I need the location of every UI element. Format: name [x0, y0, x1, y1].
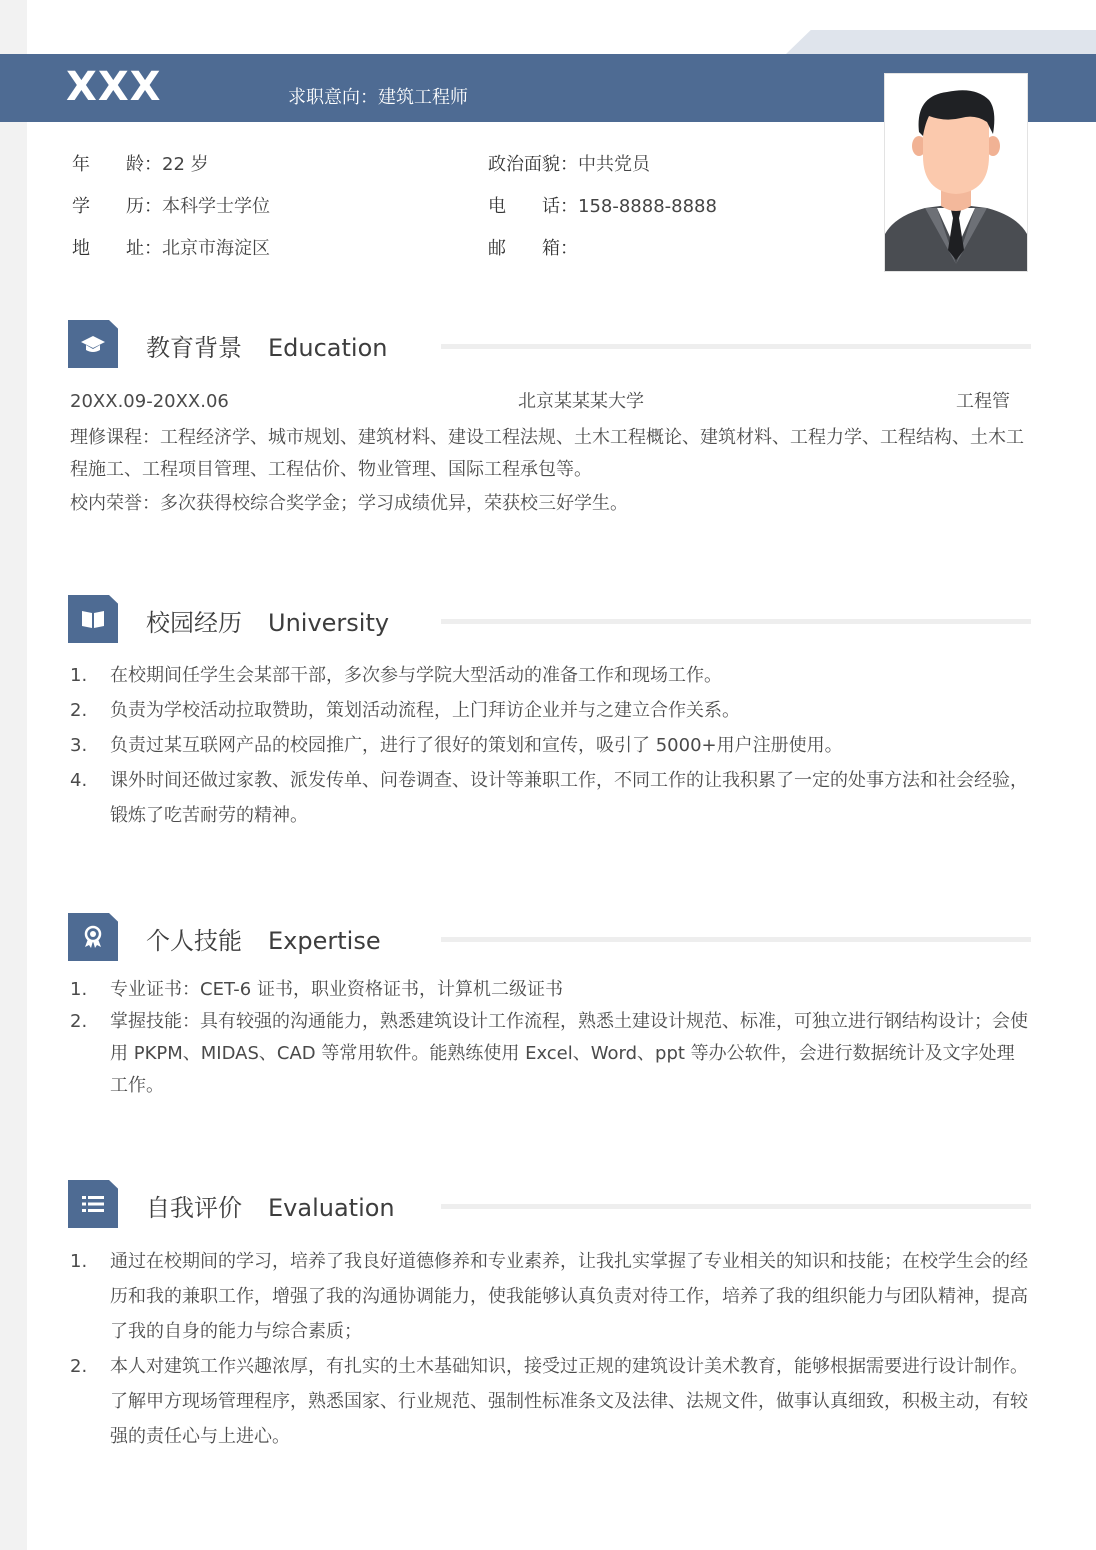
section-evaluation-title-en: Evaluation	[268, 1194, 395, 1222]
list-item-text: 课外时间还做过家教、派发传单、问卷调查、设计等兼职工作，不同工作的让我积累了一定的处事方法和社会经验，锻炼了吃苦耐劳的精神。	[110, 770, 1028, 826]
edu-major: 工程管	[956, 391, 1010, 412]
profile-photo	[884, 73, 1028, 272]
list-item-number: 4.	[70, 770, 88, 791]
info-email-key: 邮 箱：	[488, 238, 578, 259]
section-expertise-title-cn: 个人技能	[146, 927, 242, 955]
section-divider	[441, 1204, 1031, 1209]
info-phone	[488, 192, 717, 218]
list-item	[70, 728, 1030, 763]
list-item-text: 专业证书：CET-6 证书，职业资格证书，计算机二级证书	[110, 979, 563, 1000]
list-item-text: 掌握技能：具有较强的沟通能力，熟悉建筑设计工作流程，熟悉土建设计规范、标准，可独立进行钢结构设计；会使用 PKPM、MIDAS、CAD 等常用软件。能熟练使用 Excel、Word、ppt 等办公软件，会进行数据统计及文字处理工作。	[110, 1011, 1028, 1096]
info-education-key: 学 历：	[72, 196, 162, 217]
list-item	[70, 1349, 1030, 1454]
section-expertise-header	[68, 913, 1031, 961]
list-item	[70, 1006, 1030, 1102]
list-item	[70, 974, 1030, 1006]
section-evaluation-title-cn: 自我评价	[146, 1194, 242, 1222]
list-item-text: 通过在校期间的学习，培养了我良好道德修养和专业素养，让我扎实掌握了专业相关的知识和技能；在校学生会的经历和我的兼职工作，增强了我的沟通协调能力，使我能够认真负责对待工作，培养了我的组织能力与团队精神，提高了我的自身的能力与综合素质；	[110, 1251, 1028, 1342]
info-age-value: 22 岁	[162, 154, 209, 175]
expertise-list	[70, 974, 1030, 1102]
list-item-number: 1.	[70, 979, 88, 1000]
info-political-value: 中共党员	[578, 154, 650, 175]
edu-school: 北京某某某大学	[518, 391, 644, 412]
info-education	[72, 192, 270, 218]
edu-courses-text: 修课程：工程经济学、城市规划、建筑材料、建设工程法规、土木工程概论、建筑材料、工程力学、工程结构、土木工程施工、工程项目管理、工程估价、物业管理、国际工程承包等。	[70, 427, 1024, 480]
info-address	[72, 234, 270, 260]
list-icon	[68, 1180, 118, 1228]
info-age-key: 年 龄：	[72, 154, 162, 175]
award-badge-icon	[68, 913, 118, 961]
list-item-number: 2.	[70, 1356, 88, 1377]
list-item-text: 本人对建筑工作兴趣浓厚，有扎实的土木基础知识，接受过正规的建筑设计美术教育，能够根据需要进行设计制作。了解甲方现场管理程序，熟悉国家、行业规范、强制性标准条文及法律、法规文件，做事认真细致，积极主动，有较强的责任心与上进心。	[110, 1356, 1028, 1447]
section-university-title-cn: 校园经历	[146, 609, 242, 637]
list-item	[70, 763, 1030, 833]
info-phone-value: 158-8888-8888	[578, 196, 717, 217]
section-divider	[441, 937, 1031, 942]
section-university-header	[68, 595, 1031, 643]
info-phone-key: 电 话：	[488, 196, 578, 217]
edu-courses	[70, 422, 1030, 486]
graduation-cap-icon	[68, 320, 118, 368]
university-list	[70, 658, 1030, 833]
avatar-illustration	[885, 74, 1027, 271]
job-intent: 求职意向：建筑工程师	[288, 87, 468, 108]
info-address-key: 地 址：	[72, 238, 162, 259]
edu-major-overflow: 理	[70, 427, 88, 448]
info-education-value: 本科学士学位	[162, 196, 270, 217]
info-email	[488, 234, 578, 260]
section-education-title	[146, 328, 387, 363]
section-education-header	[68, 320, 1031, 368]
list-item-text: 在校期间任学生会某部干部，多次参与学院大型活动的准备工作和现场工作。	[110, 665, 722, 686]
section-education-title-en: Education	[268, 334, 388, 362]
edu-period: 20XX.09-20XX.06	[70, 391, 229, 412]
info-age	[72, 150, 209, 176]
list-item-number: 1.	[70, 665, 88, 686]
list-item	[70, 658, 1030, 693]
section-education-title-cn: 教育背景	[146, 334, 242, 362]
section-expertise-title-en: Expertise	[268, 927, 381, 955]
evaluation-list	[70, 1244, 1030, 1454]
info-address-value: 北京市海淀区	[162, 238, 270, 259]
info-political	[488, 150, 650, 176]
open-book-icon	[68, 595, 118, 643]
section-university-title-en: University	[268, 609, 390, 637]
section-divider	[441, 619, 1031, 624]
list-item-number: 1.	[70, 1251, 88, 1272]
info-political-key: 政治面貌：	[488, 154, 578, 175]
list-item-number: 3.	[70, 735, 88, 756]
section-evaluation-title	[146, 1188, 395, 1223]
list-item-number: 2.	[70, 1011, 88, 1032]
list-item	[70, 693, 1030, 728]
list-item-text: 负责为学校活动拉取赞助，策划活动流程，上门拜访企业并与之建立合作关系。	[110, 700, 740, 721]
edu-honors: 校内荣誉：多次获得校综合奖学金；学习成绩优异，荣获校三好学生。	[70, 493, 628, 514]
section-expertise-title	[146, 921, 381, 956]
header-decoration	[786, 30, 1096, 54]
section-divider	[441, 344, 1031, 349]
section-university-title	[146, 603, 389, 638]
list-item-text: 负责过某互联网产品的校园推广，进行了很好的策划和宣传，吸引了 5000+用户注册使用。	[110, 735, 843, 756]
section-evaluation-header	[68, 1180, 1031, 1228]
list-item	[70, 1244, 1030, 1349]
candidate-name: XXX	[66, 64, 162, 110]
list-item-number: 2.	[70, 700, 88, 721]
page-left-strip	[0, 0, 27, 1550]
